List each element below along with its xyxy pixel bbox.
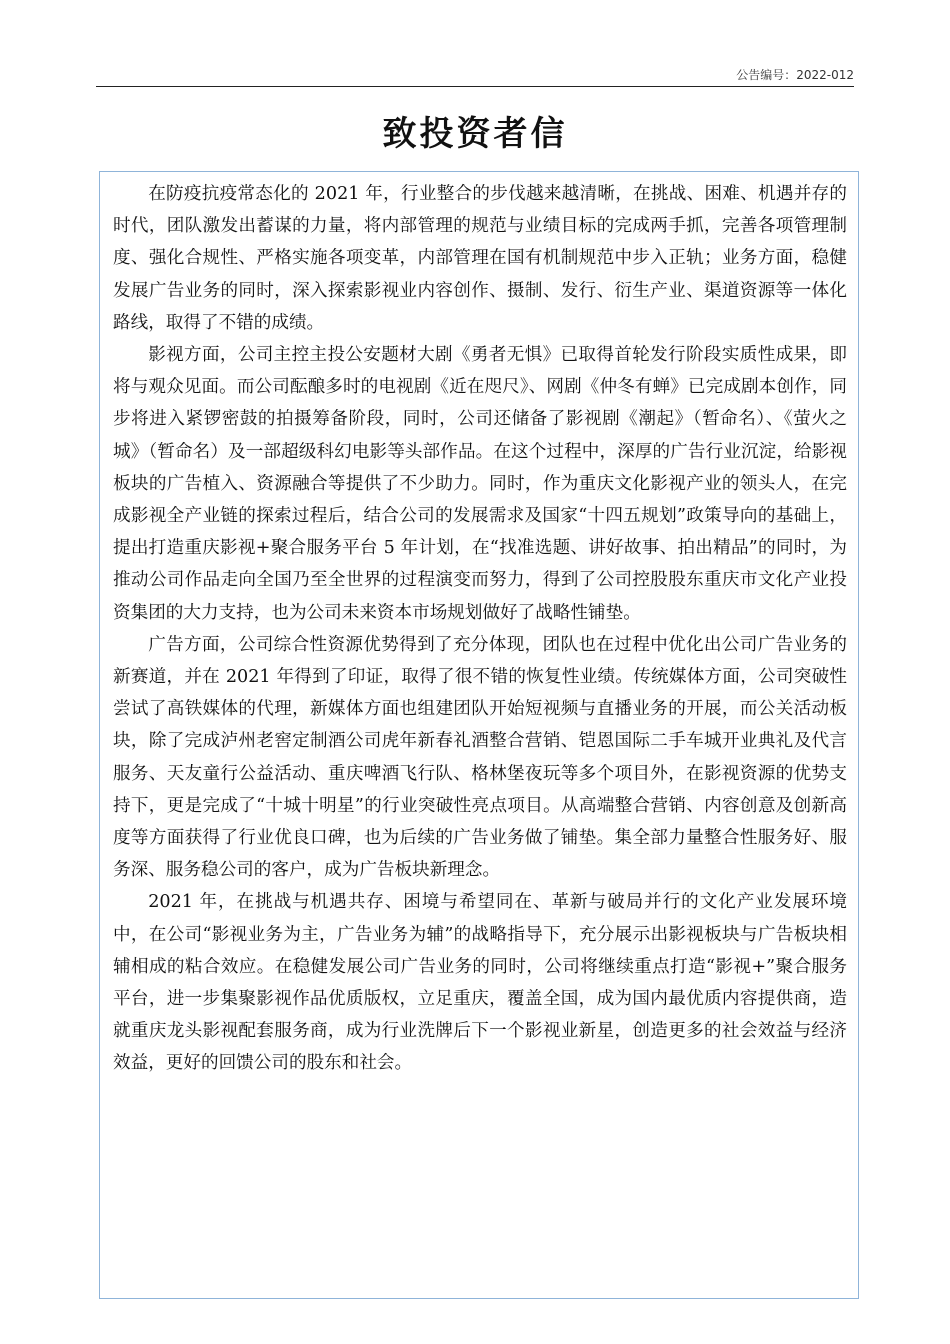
letter-body-frame xyxy=(99,171,859,1299)
paragraph-film-tv: 影视方面，公司主控主投公安题材大剧《勇者无惧》已取得首轮发行阶段实质性成果，即将与观众见面。而公司酝酿多时的电视剧《近在咫尺》、网剧《仲冬有蝉》已完成剧本创作，同步将进入紧锣密鼓的拍摄筹备阶段，同时，公司还储备了影视剧《潮起》（暂命名）、《萤火之城》（暂命名）及一部超级科幻电影等头部作品。在这个过程中，深厚的广告行业沉淀，给影视板块的广告植入、资源融合等提供了不少助力。同时，作为重庆文化影视产业的领头人，在完成影视全产业链的探索过程后，结合公司的发展需求及国家“十四五规划”政策导向的基础上，提出打造重庆影视+聚合服务平台 5 年计划，在“找准选题、讲好故事、拍出精品”的同时，为推动公司作品走向全国乃至全世界的过程演变而努力，得到了公司控股股东重庆市文化产业投资集团的大力支持，也为公司未来资本市场规划做好了战略性铺垫。 xyxy=(113,345,847,623)
letter-title: 致投资者信 xyxy=(382,114,568,154)
header-divider xyxy=(96,86,854,87)
announcement-number: 公告编号：2022-012 xyxy=(736,68,854,82)
paragraph-outlook: 2021 年，在挑战与机遇共存、困境与希望同在、革新与破局并行的文化产业发展环境中，在公司“影视业务为主，广告业务为辅”的战略指导下，充分展示出影视板块与广告板块相辅相成的粘合效应。在稳健发展公司广告业务的同时，公司将继续重点打造“影视+”聚合服务平台，进一步集聚影视作品优质版权，立足重庆，覆盖全国，成为国内最优质内容提供商，造就重庆龙头影视配套服务商，成为行业洗牌后下一个影视业新星，创造更多的社会效益与经济效益，更好的回馈公司的股东和社会。 xyxy=(113,892,847,1074)
paragraph-intro: 在防疫抗疫常态化的 2021 年，行业整合的步伐越来越清晰，在挑战、困难、机遇并存的时代，团队激发出蓄谋的力量，将内部管理的规范与业绩目标的完成两手抓，完善各项管理制度、强化合规性、严格实施各项变革，内部管理在国有机制规范中步入正轨；业务方面，稳健发展广告业务的同时，深入探索影视业内容创作、摄制、发行、衍生产业、渠道资源等一体化路线，取得了不错的成绩。 xyxy=(113,184,847,333)
paragraph-advertising: 广告方面，公司综合性资源优势得到了充分体现，团队也在过程中优化出公司广告业务的新赛道，并在 2021 年得到了印证，取得了很不错的恢复性业绩。传统媒体方面，公司突破性尝试了高铁媒体的代理，新媒体方面也组建团队开始短视频与直播业务的开展，而公关活动板块，除了完成泸州老窖定制酒公司虎年新春礼酒整合营销、铠恩国际二手车城开业典礼及代言服务、天友童行公益活动、重庆啤酒飞行队、格林堡夜玩等多个项目外，在影视资源的优势支持下，更是完成了“十城十明星”的行业突破性亮点项目。从高端整合营销、内容创意及创新高度等方面获得了行业优良口碑，也为后续的广告业务做了铺垫。集全部力量整合性服务好、服务深、服务稳公司的客户，成为广告板块新理念。 xyxy=(113,634,847,881)
